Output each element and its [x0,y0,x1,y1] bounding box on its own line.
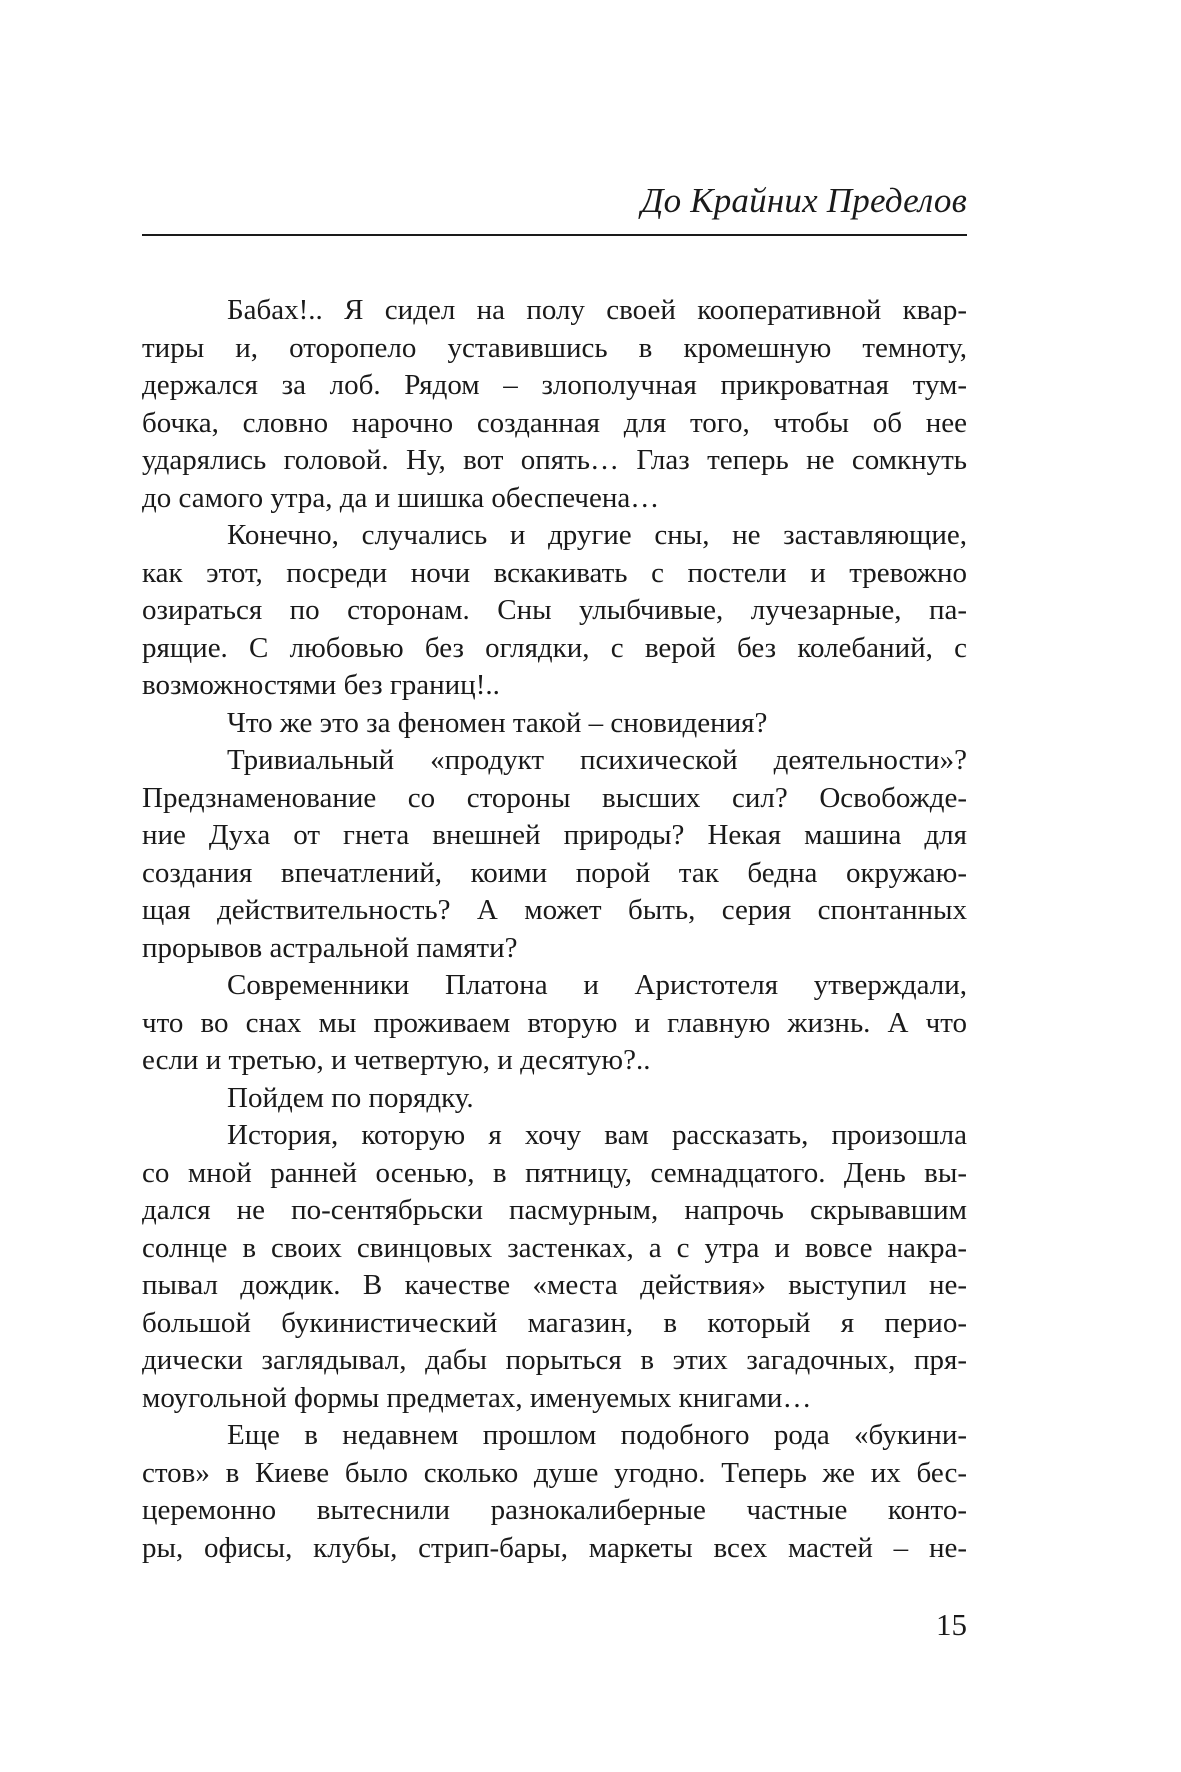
text-line: озираться по сторонам. Сны улыбчивые, лучезарные, па- [142,594,967,626]
text-line: прорывов астральной памяти? [142,931,518,964]
text-line: щая действительность? А может быть, серия спонтанных [142,894,967,926]
text-line: создания впечатлений, коими порой так бедна окружаю- [142,856,967,889]
text-line: до самого утра, да и шишка обеспечена… [142,481,660,514]
text-line: дически заглядывал, дабы порыться в этих загадочных, пря- [142,1344,967,1376]
text-line: Еще в недавнем прошлом подобного рода «букини- [227,1419,967,1451]
text-line: ры, офисы, клубы, стрип-бары, маркеты всех мастей – не- [142,1531,967,1564]
text-line: если и третью, и четвертую, и десятую?.. [142,1044,651,1076]
text-line: Современники Платона и Аристотеля утверждали, [227,969,967,1001]
text-line: Бабах!.. Я сидел на полу своей кооперативной квар- [227,294,967,326]
text-line: моугольной формы предметах, именуемых книгами… [142,1381,812,1414]
text-line: ударялись головой. Ну, вот опять… Глаз теперь не сомкнуть [142,444,967,476]
page-number: 15 [936,1607,967,1642]
text-line: Предзнаменование со стороны высших сил? Освобожде- [142,781,967,814]
header-divider [142,234,967,236]
text-line: большой букинистический магазин, в который я перио- [142,1306,967,1339]
running-head-title: До Крайних Пределов [641,181,967,220]
text-line: держался за лоб. Рядом – злополучная прикроватная тум- [142,369,967,401]
body-text [142,292,967,1567]
text-line: со мной ранней осенью, в пятницу, семнадцатого. День вы- [142,1156,967,1189]
text-line: Тривиальный «продукт психической деятельности»? [227,744,967,776]
text-line: солнце в своих свинцовых застенках, а с утра и вовсе накра- [142,1231,967,1264]
text-line: стов» в Киеве было сколько душе угодно. Теперь же их бес- [142,1456,967,1489]
text-line: Конечно, случались и другие сны, не заставляющие, [227,519,967,551]
text-line: тиры и, оторопело уставившись в кромешную темноту, [142,331,967,364]
text-line: что во снах мы проживаем вторую и главную жизнь. А что [142,1006,967,1039]
text-line: История, которую я хочу вам рассказать, произошла [227,1119,967,1151]
text-line: как этот, посреди ночи вскакивать с постели и тревожно [142,556,967,589]
text-line: возможностями без границ!.. [142,669,500,701]
text-line: церемонно вытеснили разнокалиберные частные конто- [142,1494,967,1526]
text-line: рящие. С любовью без оглядки, с верой без колебаний, с [142,631,967,664]
text-line: бочка, словно нарочно созданная для того, чтобы об нее [142,406,967,439]
text-line: Что же это за феномен такой – сновидения? [227,706,768,739]
text-line: Пойдем по порядку. [227,1081,474,1114]
text-line: пывал дождик. В качестве «места действия» выступил не- [142,1269,967,1301]
text-line: дался не по-сентябрьски пасмурным, напрочь скрывавшим [142,1194,967,1226]
text-line: ние Духа от гнета внешней природы? Некая машина для [142,819,967,851]
